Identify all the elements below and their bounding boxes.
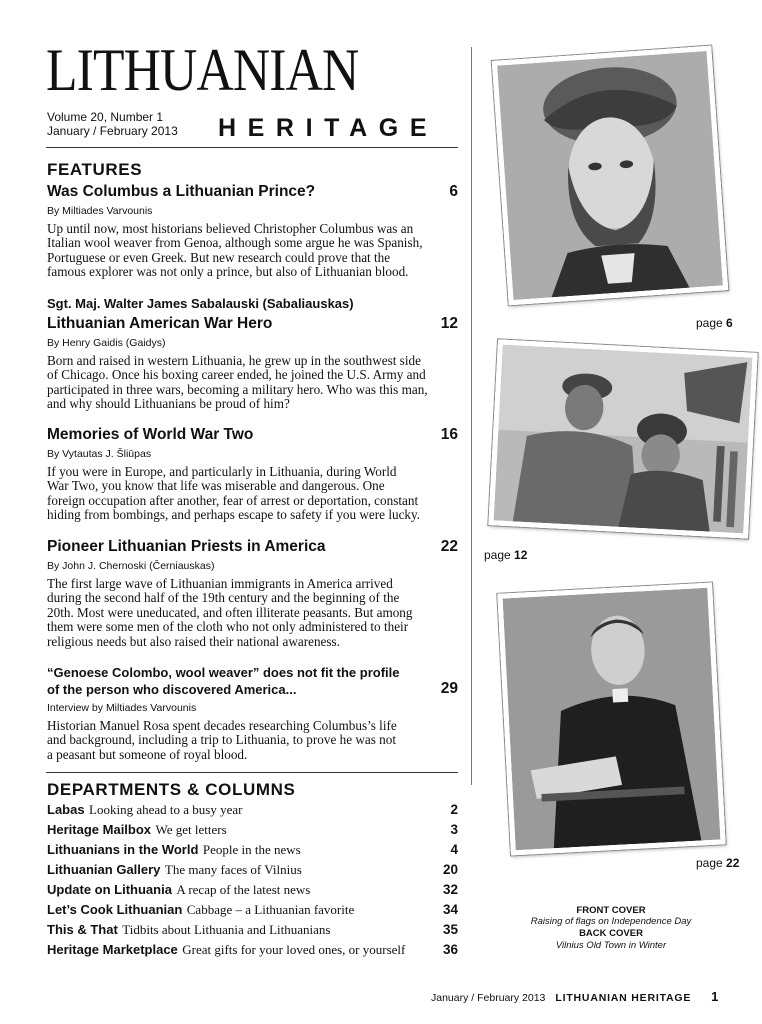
- article-title[interactable]: Pioneer Lithuanian Priests in America: [47, 538, 326, 555]
- page-number: 1: [711, 989, 719, 1004]
- article-byline: By Henry Gaidis (Gaidys): [47, 337, 166, 349]
- feature-article[interactable]: [47, 537, 458, 649]
- article-kicker: Sgt. Maj. Walter James Sabalauski (Sabaliauskas): [47, 296, 354, 311]
- article-byline: By Miltiades Varvounis: [47, 205, 153, 217]
- feature-article[interactable]: [47, 296, 458, 412]
- back-cover-description: Vilnius Old Town in Winter: [555, 939, 667, 951]
- department-name: Heritage Mailbox: [47, 822, 152, 837]
- department-page-number: 4: [450, 842, 458, 857]
- department-item[interactable]: [47, 841, 458, 861]
- portrait-photo[interactable]: [492, 46, 729, 306]
- department-page-number: 3: [450, 822, 458, 837]
- article-page-number: 22: [440, 538, 458, 555]
- department-description: Great gifts for your loved ones, or yourself: [182, 942, 406, 957]
- article-description: If you were in Europe, and particularly in Lithuania, during World War Two, you know that life was miserable and dangerous. One foreign occupation after another, fear of arrest or deportation, constant hiding from bombings, and perhaps escape to safety if you were lucky.: [47, 464, 421, 523]
- department-item[interactable]: [47, 941, 458, 961]
- department-name: Let’s Cook Lithuanian: [47, 902, 183, 917]
- issue-date: January / February 2013: [47, 124, 178, 138]
- photo-caption: page 12: [484, 548, 528, 562]
- front-cover-description: Raising of flags on Independence Day: [530, 916, 692, 928]
- departments-heading: DEPARTMENTS & COLUMNS: [47, 780, 296, 799]
- article-page-number: 29: [440, 680, 458, 697]
- department-name: Update on Lithuania: [47, 882, 172, 897]
- department-description: People in the news: [202, 842, 301, 857]
- department-page-number: 32: [442, 882, 458, 897]
- department-page-number: 35: [442, 922, 458, 937]
- volume-number: Volume 20, Number 1: [47, 110, 164, 124]
- article-description: The first large wave of Lithuanian immigrants in America arrived during the second half of the 19th century and the beginning of the 20th. Most were uneducated, and often illiterate peasants. But among them were some men of the cloth who not only administered to their religious needs but also raised their national awareness.: [47, 576, 413, 649]
- article-byline: By John J. Chernoski (Černiauskas): [47, 560, 215, 572]
- page-footer: [431, 989, 718, 1004]
- back-cover-label: BACK COVER: [579, 928, 643, 940]
- article-title[interactable]: Was Columbus a Lithuanian Prince?: [47, 183, 316, 200]
- department-description: Looking ahead to a busy year: [89, 802, 243, 817]
- department-description: Tidbits about Lithuania and Lithuanians: [122, 922, 331, 937]
- article-description: Historian Manuel Rosa spent decades researching Columbus’s life and background, including a trip to Lithuania, to prove he was not a peasant but someone of royal blood.: [47, 718, 397, 762]
- article-byline: Interview by Miltiades Varvounis: [47, 702, 197, 714]
- department-item[interactable]: [47, 921, 458, 941]
- masthead-subtitle: HERITAGE: [218, 114, 439, 142]
- department-page-number: 2: [450, 802, 458, 817]
- photo-caption: page 22: [696, 856, 740, 870]
- department-description: A recap of the latest news: [176, 882, 311, 897]
- department-description: We get letters: [155, 822, 227, 837]
- features-heading: FEATURES: [47, 160, 143, 179]
- soldiers-photo[interactable]: [488, 339, 757, 538]
- photo-caption: page 6: [696, 316, 733, 330]
- article-title[interactable]: Lithuanian American War Hero: [47, 315, 273, 332]
- department-item[interactable]: [47, 901, 458, 921]
- department-page-number: 36: [442, 942, 458, 957]
- article-page-number: 16: [440, 426, 458, 443]
- department-name: Lithuanians in the World: [47, 842, 199, 857]
- masthead-title: LITHUANIAN: [46, 37, 359, 103]
- department-item[interactable]: [47, 801, 458, 821]
- article-description: Born and raised in western Lithuania, he grew up in the southwest side of Chicago. Once his boxing career ended, he joined the U.S. Army and participated in three wars, becoming a military hero. Who was this man, and why should Lithuanians be proud of him?: [47, 353, 428, 412]
- department-description: The many faces of Vilnius: [164, 862, 302, 877]
- article-page-number: 12: [440, 315, 458, 332]
- feature-article[interactable]: [47, 664, 458, 762]
- priest-photo[interactable]: [497, 583, 725, 856]
- departments-list: [47, 801, 458, 961]
- masthead-divider: [46, 147, 458, 148]
- department-name: Labas: [47, 802, 85, 817]
- article-description: Up until now, most historians believed Christopher Columbus was an Italian wool weaver from Genoa, although some argue he was Spanish, Portuguese or even Greek. But new research could prove that the famous explorer was not only a prince, but also of Lithuanian blood.: [47, 221, 423, 280]
- front-cover-label: FRONT COVER: [576, 905, 646, 916]
- column-divider: [471, 47, 472, 785]
- cover-info: [528, 905, 694, 951]
- department-name: Lithuanian Gallery: [47, 862, 161, 877]
- department-name: This & That: [47, 922, 118, 937]
- feature-article[interactable]: [47, 182, 458, 280]
- article-title[interactable]: Memories of World War Two: [47, 426, 254, 443]
- department-item[interactable]: [47, 821, 458, 841]
- section-divider: [46, 772, 458, 773]
- feature-article[interactable]: [47, 425, 458, 523]
- footer-date: January / February 2013: [431, 992, 546, 1004]
- article-page-number: 6: [449, 183, 458, 200]
- department-name: Heritage Marketplace: [47, 942, 178, 957]
- article-title[interactable]: “Genoese Colombo, wool weaver” does not fit the profile of the person who discovered America...: [47, 665, 400, 697]
- issue-info: [47, 110, 178, 138]
- department-description: Cabbage – a Lithuanian favorite: [186, 902, 355, 917]
- article-byline: By Vytautas J. Šliūpas: [47, 448, 152, 460]
- department-page-number: 34: [442, 902, 458, 917]
- department-item[interactable]: [47, 881, 458, 901]
- department-page-number: 20: [442, 862, 458, 877]
- department-item[interactable]: [47, 861, 458, 881]
- footer-publication: LITHUANIAN HERITAGE: [555, 992, 692, 1004]
